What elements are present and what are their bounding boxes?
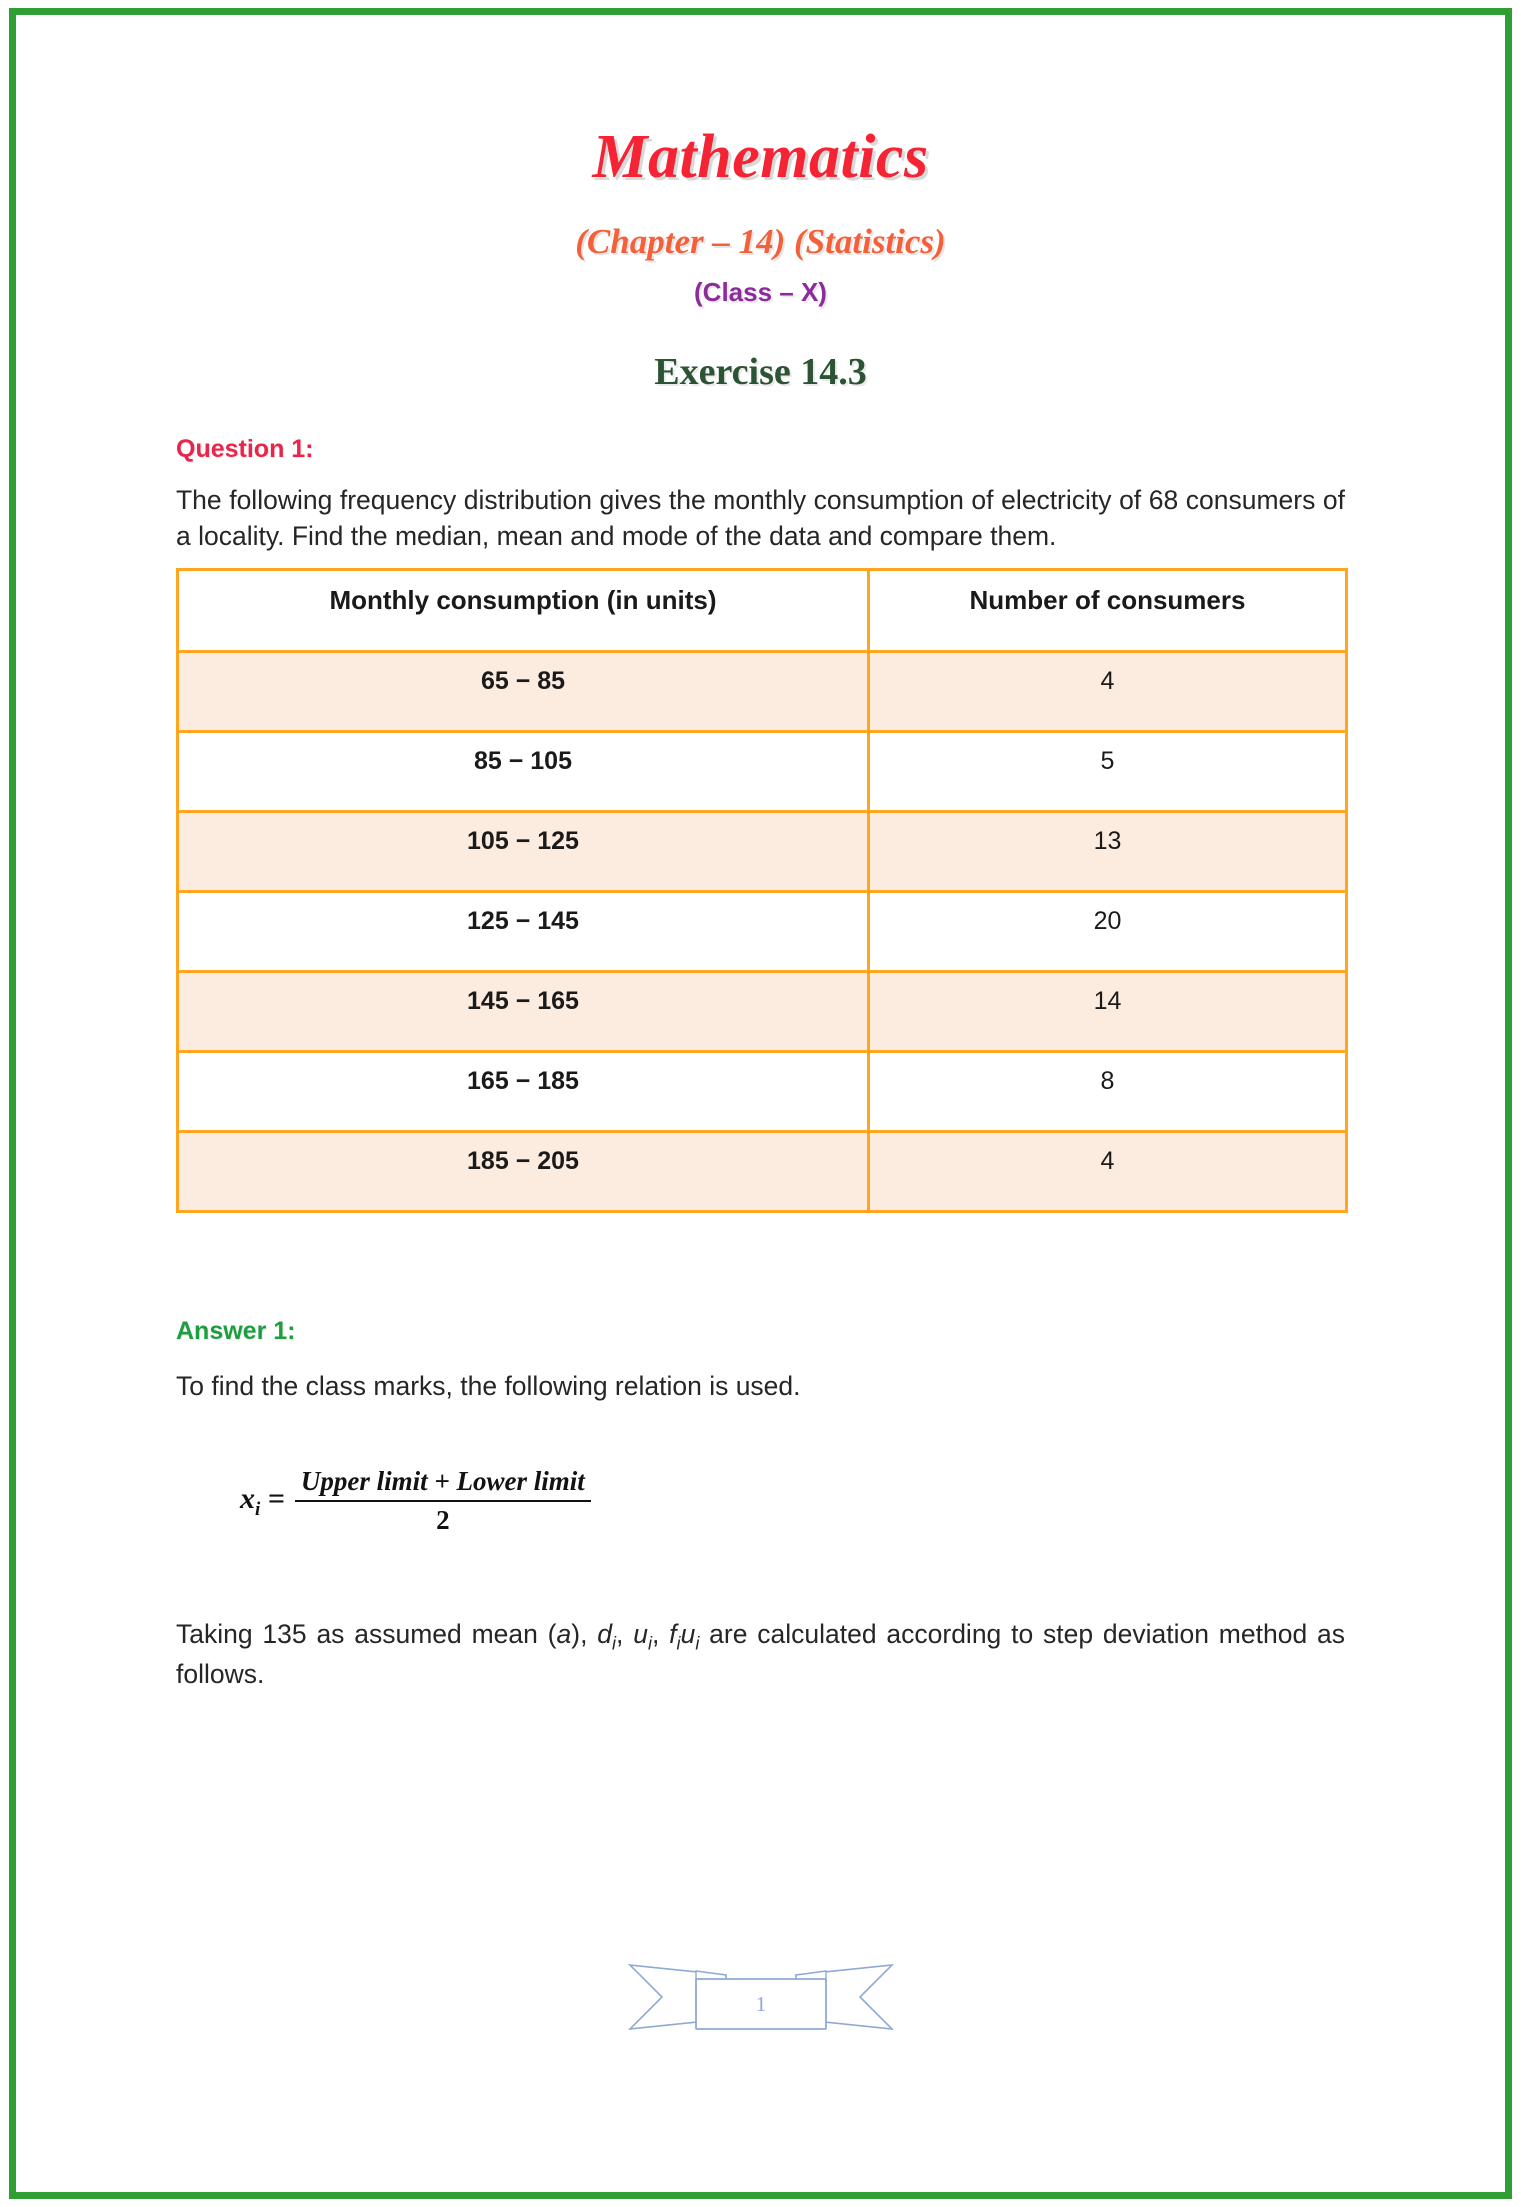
formula-numerator: Upper limit + Lower limit [300,1466,585,1497]
note-symbol-u2-subscript: i [695,1633,700,1654]
class-mark-formula-block [176,1404,1345,1536]
class-mark-formula [240,1466,591,1536]
cell-consumers: 13 [869,812,1347,892]
table-row [178,1052,1347,1132]
cell-range: 85 − 105 [178,732,869,812]
page-title: Mathematics [592,123,929,191]
chapter-subtitle: (Chapter – 14) (Statistics) [575,222,946,261]
page-footer-ribbon [0,1955,1521,2047]
answer-intro-text: To find the class marks, the following relation is used. [176,1371,801,1402]
formula-variable-x: x [240,1481,255,1515]
formula-left-hand-side [240,1482,295,1521]
cell-consumers: 20 [869,892,1347,972]
note-symbol-d: d [597,1619,613,1650]
step-deviation-note [176,1616,1345,1692]
answer-section [176,1213,1345,1404]
question-text: The following frequency distribution gives the monthly consumption of electricity of 68 consumers of a locality. Find the median, mean and mode of the data and compare them. [176,485,1345,552]
frequency-distribution-table [176,568,1348,1213]
column-header-monthly-consumption: Monthly consumption (in units) [178,570,869,652]
table-row [178,972,1347,1052]
column-header-number-of-consumers: Number of consumers [869,570,1347,652]
note-symbol-u: u [633,1619,648,1650]
cell-range: 125 − 145 [178,892,869,972]
note-part-4: , [651,1619,670,1650]
note-part-2: ), [571,1619,598,1650]
table-header-row [178,570,1347,652]
frequency-table-container [176,554,1345,1213]
exercise-heading: Exercise 14.3 [654,351,867,393]
cell-consumers: 4 [869,652,1347,732]
note-symbol-u-subscript: i [647,1633,652,1654]
answer-label: Answer 1: [176,1317,296,1346]
note-symbol-d-subscript: i [612,1633,617,1654]
note-part-5: are calculated according to step deviation method as follows. [176,1619,1345,1689]
cell-range: 145 − 165 [178,972,869,1052]
cell-range: 65 − 85 [178,652,869,732]
table-body [178,652,1347,1212]
page-number: 1 [755,1992,766,2016]
step-deviation-note-block [176,1536,1345,1692]
question-label: Question 1: [176,435,314,463]
note-part-1: Taking 135 as assumed mean ( [176,1619,557,1650]
note-symbol-a: a [556,1619,572,1650]
cell-consumers: 4 [869,1132,1347,1212]
note-symbol-f-subscript: i [676,1633,681,1654]
class-label: (Class – X) [694,277,827,307]
table-header [178,570,1347,652]
cell-consumers: 8 [869,1052,1347,1132]
note-symbol-u2: u [680,1619,696,1650]
cell-consumers: 5 [869,732,1347,812]
note-part-3: , [616,1619,634,1650]
formula-subscript-i: i [255,1498,261,1520]
table-row [178,652,1347,732]
table-row [178,1132,1347,1212]
cell-range: 185 − 205 [178,1132,869,1212]
note-symbol-f: f [669,1619,677,1650]
cell-range: 165 − 185 [178,1052,869,1132]
table-row [178,892,1347,972]
formula-denominator: 2 [436,1505,450,1536]
ribbon-banner-icon [622,1955,900,2047]
table-row [178,812,1347,892]
formula-fraction [295,1466,591,1536]
formula-equals-sign: = [267,1481,285,1515]
table-row [178,732,1347,812]
cell-range: 105 − 125 [178,812,869,892]
cell-consumers: 14 [869,972,1347,1052]
